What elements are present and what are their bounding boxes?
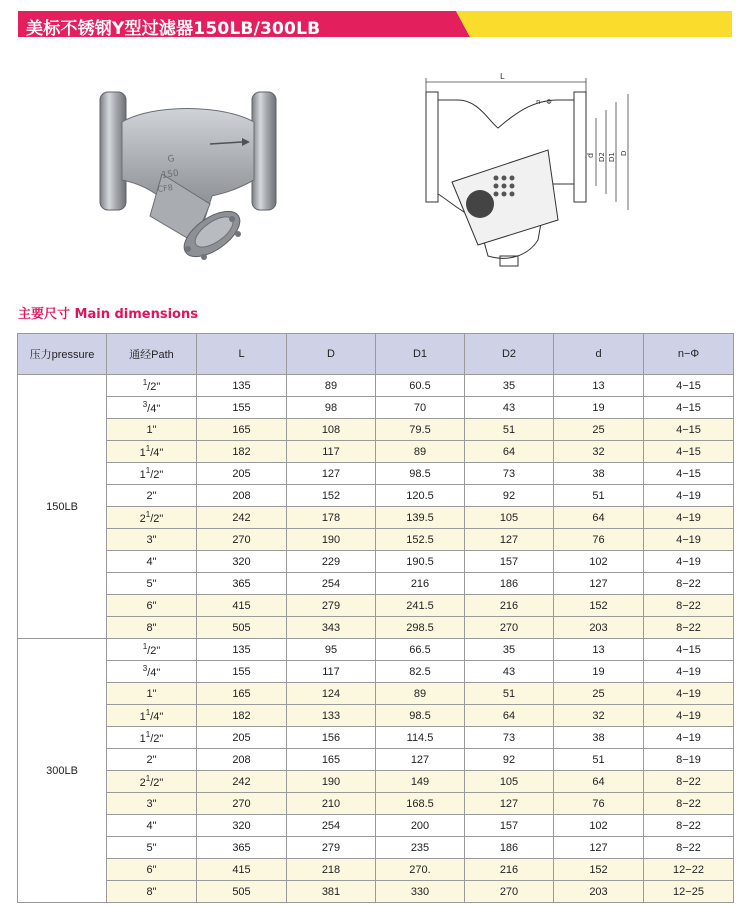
path-whole: 5" [146,577,157,590]
cell-n-phi: 12−25 [644,881,734,903]
cell-D: 229 [287,551,376,573]
cell-D2: 51 [465,683,554,705]
cell-D1: 89 [376,683,465,705]
path-cell [107,419,197,441]
cell-d-small: 102 [554,551,644,573]
cell-D1: 200 [376,815,465,837]
cell-D1: 82.5 [376,661,465,683]
cell-D1: 152.5 [376,529,465,551]
path-cell [107,771,197,793]
path-denominator: 2" [150,645,161,657]
cell-d-small: 25 [554,683,644,705]
cell-L: 270 [197,793,287,815]
path-fraction-slash: / [150,513,154,525]
path-cell [107,683,197,705]
cell-d-small: 64 [554,771,644,793]
cell-L: 242 [197,507,287,529]
table-row [18,683,734,705]
path-fraction-slash: / [150,733,154,745]
pressure-class-cell: 150LB [18,375,107,639]
cell-L: 155 [197,661,287,683]
cell-L: 365 [197,837,287,859]
cast-mark: 150 [161,168,180,181]
path-numerator: 1 [145,444,151,453]
path-fraction-slash: / [147,381,151,393]
path-fraction-slash: / [150,447,154,459]
path-whole: 2" [146,489,157,502]
cell-D1: 79.5 [376,419,465,441]
cell-n-phi: 4−19 [644,727,734,749]
drawing-left-flange [426,92,438,202]
cell-n-phi: 4−19 [644,661,734,683]
cell-D1: 139.5 [376,507,465,529]
path-cell [107,397,197,419]
table-row [18,375,734,397]
path-cell [107,727,197,749]
path-cell [107,749,197,771]
cell-n-phi: 4−19 [644,507,734,529]
table-body [18,375,734,903]
cell-n-phi: 4−15 [644,419,734,441]
path-numerator: 1 [145,510,151,519]
header-D2: D2 [465,334,554,375]
cell-D2: 157 [465,815,554,837]
cell-D2: 157 [465,551,554,573]
path-numerator: 1 [145,708,151,717]
path-fraction-slash: / [150,777,154,789]
cell-D1: 60.5 [376,375,465,397]
table-row [18,397,734,419]
cell-L: 505 [197,881,287,903]
path-numerator: 1 [142,378,148,387]
path-cell [107,529,197,551]
cell-D2: 35 [465,375,554,397]
title-banner [18,11,732,37]
cell-L: 208 [197,485,287,507]
path-denominator: 2" [153,777,164,789]
path-denominator: 4" [153,447,164,459]
cell-n-phi: 4−19 [644,485,734,507]
cell-D: 89 [287,375,376,397]
path-whole: 2 [139,513,146,525]
cell-L: 415 [197,595,287,617]
cell-D: 381 [287,881,376,903]
y-strainer-photo-illustration [92,84,282,269]
path-denominator: 4" [153,711,164,723]
cell-n-phi: 8−22 [644,793,734,815]
table-row [18,617,734,639]
cell-n-phi: 4−19 [644,529,734,551]
path-denominator: 4" [150,403,161,415]
path-whole: 3" [146,533,157,546]
cell-d-small: 19 [554,661,644,683]
cell-D2: 105 [465,771,554,793]
header-L: L [197,334,287,375]
cell-L: 205 [197,463,287,485]
path-numerator: 1 [145,730,151,739]
path-whole: 1 [139,447,146,459]
cell-D2: 127 [465,529,554,551]
table-row [18,639,734,661]
dim-label-n-phi: n−Φ [536,98,552,106]
path-cell [107,463,197,485]
cell-D1: 235 [376,837,465,859]
cap-bolt [201,254,207,260]
cell-d-small: 51 [554,749,644,771]
dim-label-L: L [500,72,505,81]
cell-D1: 298.5 [376,617,465,639]
path-whole: 5" [146,841,157,854]
cell-L: 165 [197,683,287,705]
cell-D1: 114.5 [376,727,465,749]
cap-bolt [235,231,241,237]
right-flange [252,92,276,210]
cell-D: 190 [287,529,376,551]
cell-D2: 92 [465,485,554,507]
cell-D: 218 [287,859,376,881]
cell-D2: 186 [465,837,554,859]
cell-D2: 105 [465,507,554,529]
cell-D2: 64 [465,705,554,727]
cell-D2: 92 [465,749,554,771]
cell-d-small: 13 [554,639,644,661]
table-header-row [18,334,734,375]
table-row [18,727,734,749]
cast-mark: CF8 [157,182,174,194]
cell-L: 415 [197,859,287,881]
cell-D2: 64 [465,441,554,463]
table-row [18,837,734,859]
cell-D: 133 [287,705,376,727]
cell-D: 152 [287,485,376,507]
path-cell [107,551,197,573]
cell-D: 127 [287,463,376,485]
header-path: 通经Path [107,334,197,375]
cell-D: 279 [287,837,376,859]
header-pressure: 压力pressure [18,334,107,375]
path-denominator: 2" [153,733,164,745]
table-row [18,881,734,903]
cap-bolt [185,246,191,252]
cap-bolt [229,216,235,222]
cell-D1: 241.5 [376,595,465,617]
cell-L: 182 [197,705,287,727]
cell-L: 135 [197,639,287,661]
cell-D2: 43 [465,661,554,683]
cell-D: 190 [287,771,376,793]
cell-D2: 35 [465,639,554,661]
cell-D1: 120.5 [376,485,465,507]
path-fraction-slash: / [150,711,154,723]
cell-d-small: 102 [554,815,644,837]
table-row [18,441,734,463]
cell-D1: 98.5 [376,705,465,727]
cell-d-small: 152 [554,595,644,617]
cell-d-small: 32 [554,441,644,463]
cell-D: 117 [287,661,376,683]
cell-D: 343 [287,617,376,639]
path-denominator: 4" [150,667,161,679]
cell-D: 108 [287,419,376,441]
path-cell [107,595,197,617]
path-cell [107,573,197,595]
page-title: 美标不锈钢Y型过滤器150LB/300LB [26,19,321,39]
dimensions-table [17,333,734,903]
cell-d-small: 76 [554,793,644,815]
cell-D2: 216 [465,859,554,881]
cell-D2: 270 [465,617,554,639]
cell-d-small: 127 [554,837,644,859]
path-cell [107,837,197,859]
path-whole: 8" [146,621,157,634]
cell-d-small: 32 [554,705,644,727]
path-fraction-slash: / [147,645,151,657]
cell-n-phi: 4−19 [644,683,734,705]
table-row [18,815,734,837]
dim-label-D1: D1 [608,152,616,162]
cell-D1: 190.5 [376,551,465,573]
path-cell [107,485,197,507]
cell-D1: 70 [376,397,465,419]
path-whole: 4" [146,819,157,832]
table-row [18,573,734,595]
cell-D: 178 [287,507,376,529]
cell-n-phi: 12−22 [644,859,734,881]
path-whole: 1 [139,469,146,481]
path-whole: 8" [146,885,157,898]
cell-D1: 98.5 [376,463,465,485]
path-cell [107,793,197,815]
cell-d-small: 64 [554,507,644,529]
path-cell [107,639,197,661]
path-numerator: 1 [145,466,151,475]
path-whole: 6" [146,599,157,612]
cell-D1: 89 [376,441,465,463]
cell-L: 155 [197,397,287,419]
drawing-screen-mesh [466,190,494,218]
cell-L: 320 [197,815,287,837]
path-cell [107,815,197,837]
cell-n-phi: 4−19 [644,705,734,727]
cell-n-phi: 4−19 [644,551,734,573]
cell-D2: 73 [465,727,554,749]
cell-n-phi: 4−15 [644,441,734,463]
cell-D2: 51 [465,419,554,441]
cell-D2: 270 [465,881,554,903]
path-cell [107,441,197,463]
path-numerator: 1 [142,642,148,651]
path-fraction-slash: / [150,469,154,481]
dim-label-d: d [586,152,595,158]
cell-L: 165 [197,419,287,441]
table-row [18,463,734,485]
table-row [18,485,734,507]
cell-L: 135 [197,375,287,397]
cell-L: 182 [197,441,287,463]
cell-D: 98 [287,397,376,419]
table-row [18,419,734,441]
path-numerator: 3 [142,400,148,409]
path-denominator: 2" [153,513,164,525]
product-photo [92,84,282,269]
table-row [18,551,734,573]
path-denominator: 2" [153,469,164,481]
cell-n-phi: 8−22 [644,573,734,595]
cell-D: 279 [287,595,376,617]
cell-D2: 43 [465,397,554,419]
drawing-perforation-grid [494,176,515,197]
drawing-right-flange [574,92,586,202]
cell-L: 365 [197,573,287,595]
cell-d-small: 13 [554,375,644,397]
cell-n-phi: 4−15 [644,375,734,397]
path-whole: 2" [146,753,157,766]
cell-D2: 127 [465,793,554,815]
cell-d-small: 38 [554,463,644,485]
path-whole: 3" [146,797,157,810]
cell-L: 320 [197,551,287,573]
cell-n-phi: 8−22 [644,815,734,837]
path-fraction-slash: / [147,403,151,415]
cell-d-small: 203 [554,617,644,639]
cell-D1: 270. [376,859,465,881]
path-numerator: 3 [142,664,148,673]
cell-D: 124 [287,683,376,705]
path-whole: 1 [139,711,146,723]
path-cell [107,859,197,881]
table-row [18,771,734,793]
y-strainer-line-drawing [418,70,648,280]
table-row [18,529,734,551]
path-whole: 1" [146,423,157,436]
table-row [18,749,734,771]
cell-n-phi: 4−15 [644,397,734,419]
path-whole: 6" [146,863,157,876]
cell-D2: 186 [465,573,554,595]
table-row [18,705,734,727]
path-cell [107,881,197,903]
table-row [18,793,734,815]
cell-L: 270 [197,529,287,551]
section-title: 主要尺寸 Main dimensions [18,307,198,322]
header-d: d [554,334,644,375]
cell-L: 208 [197,749,287,771]
cell-D1: 216 [376,573,465,595]
cell-D1: 168.5 [376,793,465,815]
path-cell [107,661,197,683]
cell-d-small: 127 [554,573,644,595]
cell-d-small: 152 [554,859,644,881]
cell-d-small: 51 [554,485,644,507]
path-fraction-slash: / [147,667,151,679]
header-n-phi: n−Φ [644,334,734,375]
cell-D1: 330 [376,881,465,903]
cell-L: 505 [197,617,287,639]
cell-n-phi: 8−22 [644,595,734,617]
header-D: D [287,334,376,375]
cell-D: 254 [287,815,376,837]
cell-D1: 127 [376,749,465,771]
cell-d-small: 25 [554,419,644,441]
cell-n-phi: 8−22 [644,837,734,859]
cell-n-phi: 8−22 [644,617,734,639]
cell-n-phi: 8−22 [644,771,734,793]
cell-D: 210 [287,793,376,815]
header-D1: D1 [376,334,465,375]
technical-drawing [418,70,648,280]
cell-d-small: 203 [554,881,644,903]
cell-D: 254 [287,573,376,595]
cell-D: 95 [287,639,376,661]
path-whole: 4" [146,555,157,568]
cell-L: 242 [197,771,287,793]
cell-D2: 216 [465,595,554,617]
cell-d-small: 76 [554,529,644,551]
path-numerator: 1 [145,774,151,783]
cell-n-phi: 4−15 [644,639,734,661]
cell-D: 117 [287,441,376,463]
table-row [18,595,734,617]
table-row [18,661,734,683]
cell-n-phi: 4−15 [644,463,734,485]
cell-n-phi: 8−19 [644,749,734,771]
cell-D1: 66.5 [376,639,465,661]
cast-mark: G [167,154,176,165]
cell-d-small: 38 [554,727,644,749]
path-whole: 2 [139,777,146,789]
cell-D: 165 [287,749,376,771]
cell-L: 205 [197,727,287,749]
path-cell [107,375,197,397]
cell-D1: 149 [376,771,465,793]
banner-yellow-segment [456,11,732,37]
table-row [18,859,734,881]
path-denominator: 2" [150,381,161,393]
dim-label-D2: D2 [598,152,606,162]
dim-label-D: D [620,150,628,156]
path-cell [107,705,197,727]
cell-D2: 73 [465,463,554,485]
table-row [18,507,734,529]
cell-D: 156 [287,727,376,749]
cell-d-small: 19 [554,397,644,419]
path-whole: 1 [139,733,146,745]
path-cell [107,617,197,639]
path-cell [107,507,197,529]
path-whole: 1" [146,687,157,700]
pressure-class-cell: 300LB [18,639,107,903]
